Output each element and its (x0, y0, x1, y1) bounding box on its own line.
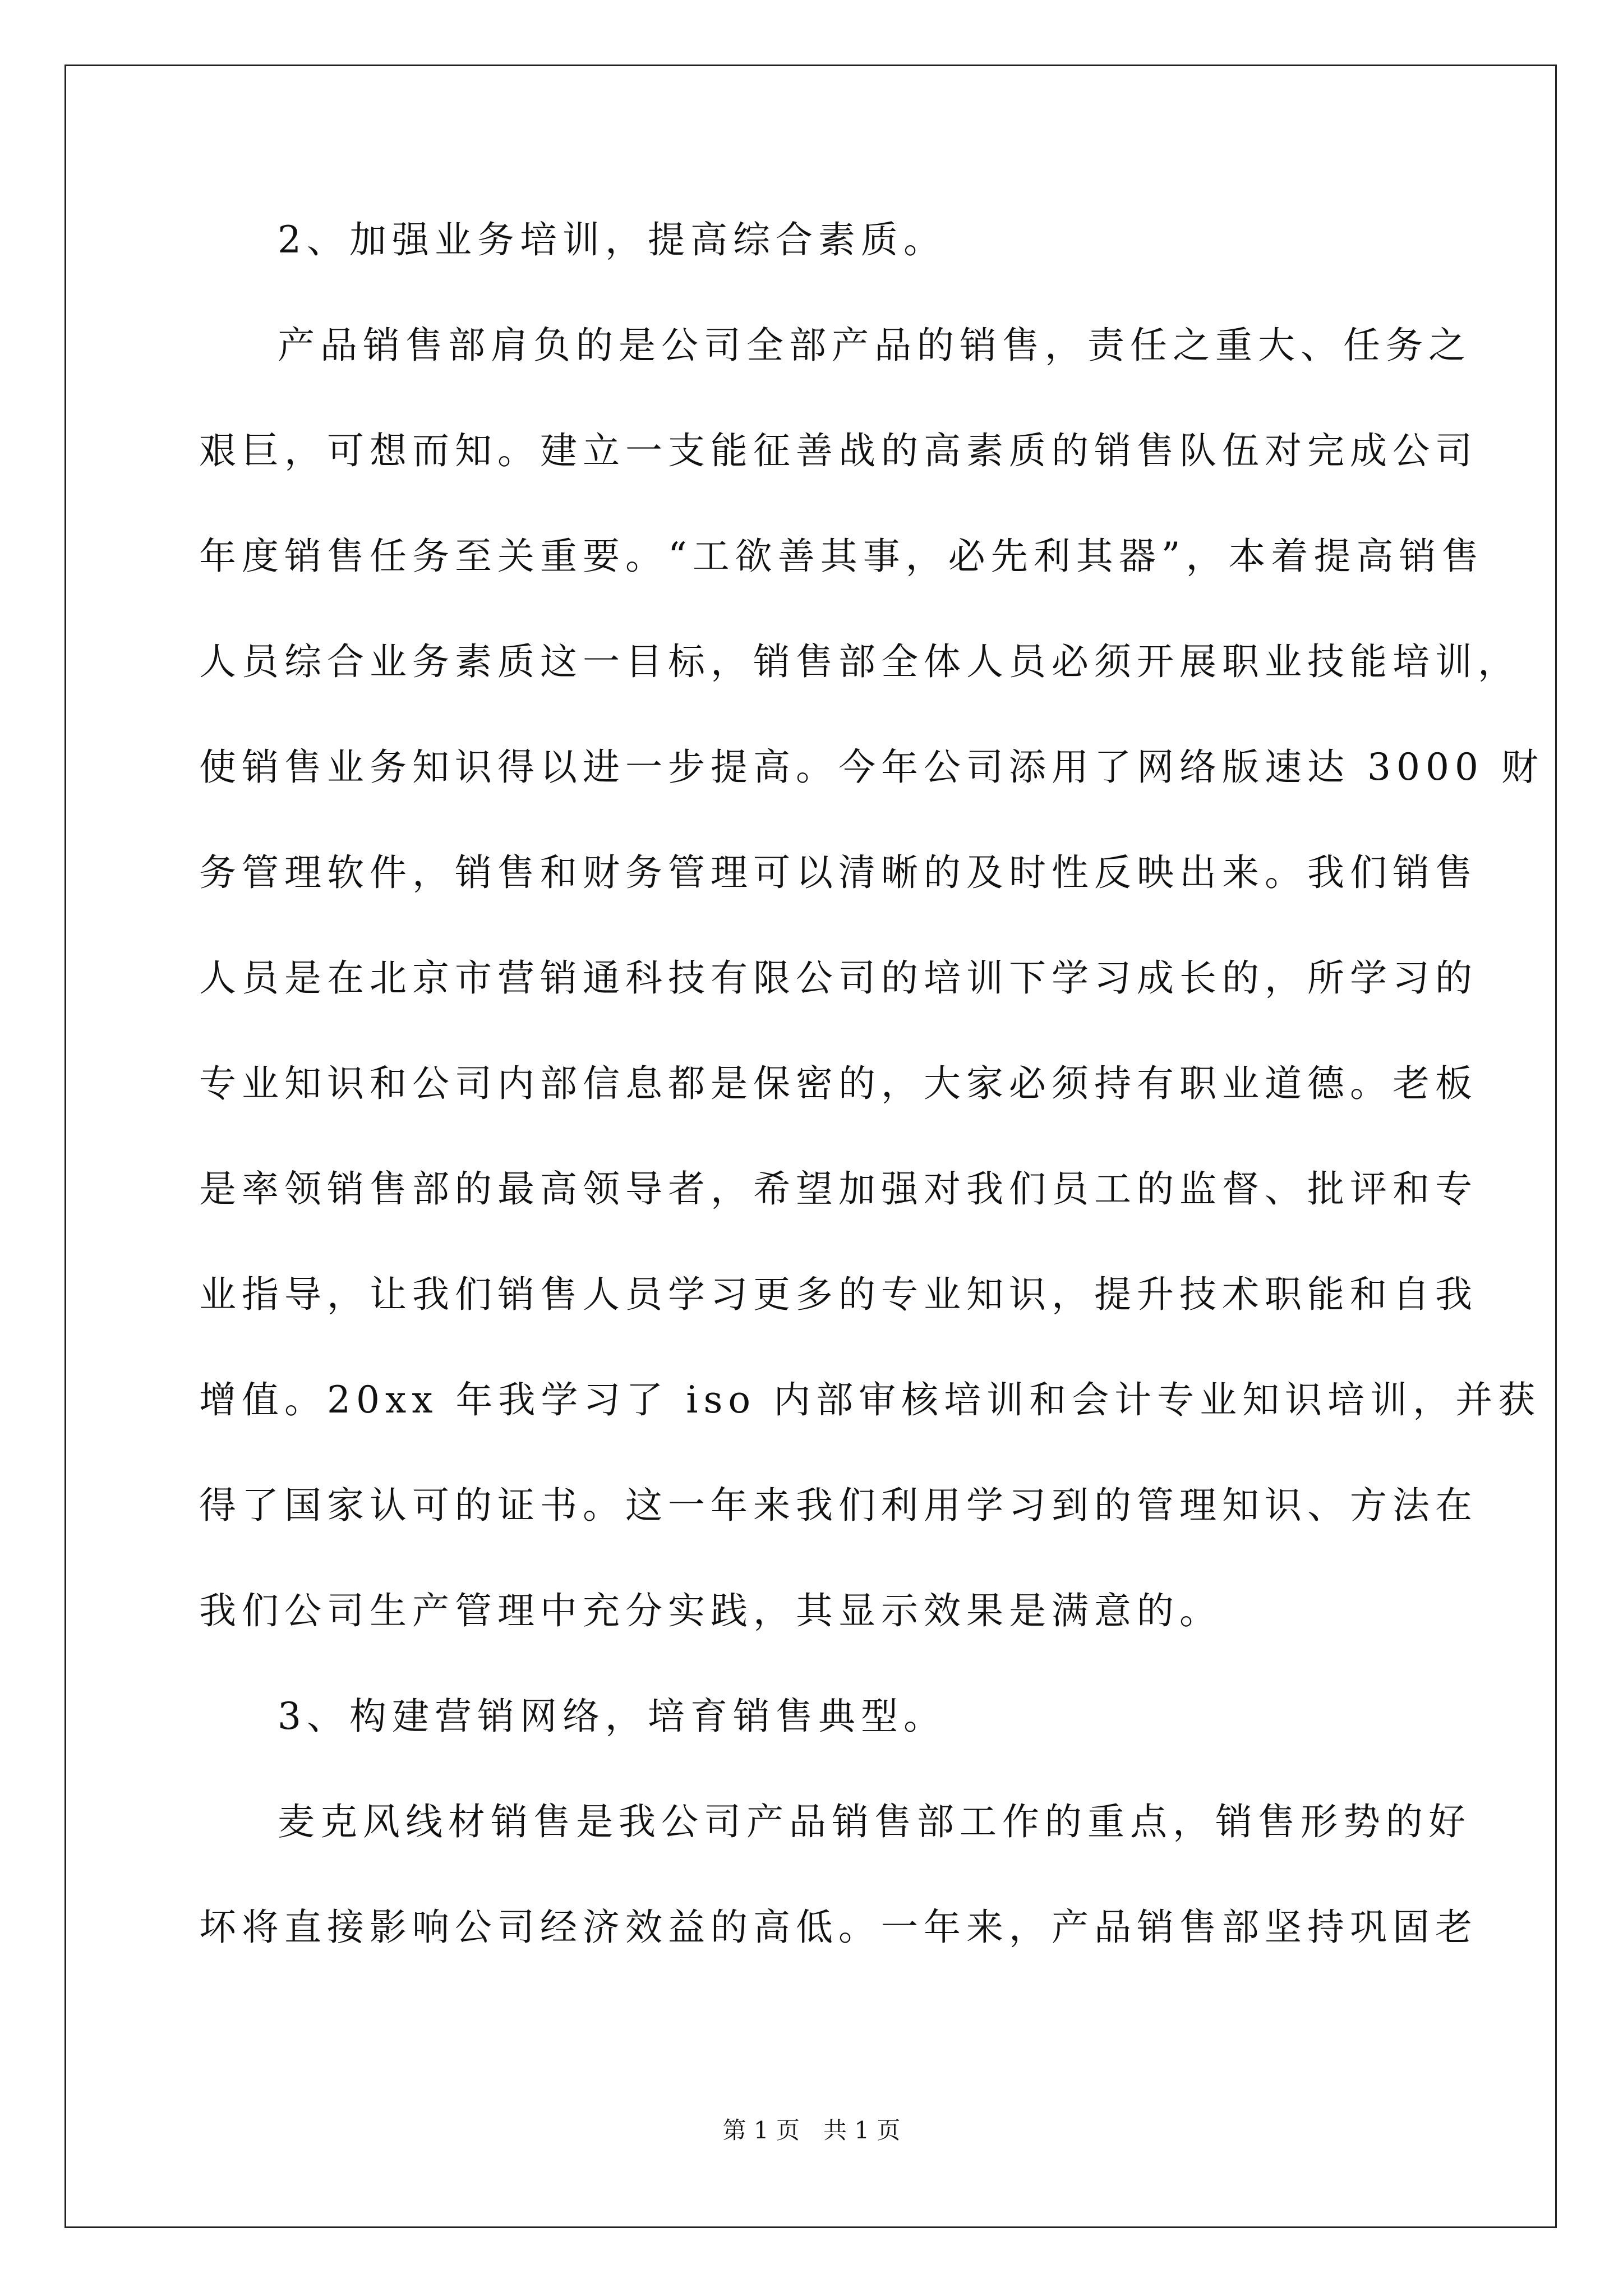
paragraph-line: 是率领销售部的最高领导者，希望加强对我们员工的监督、批评和专 (199, 1167, 1478, 1211)
page-border (64, 65, 1557, 2228)
paragraph-line: 人员综合业务素质这一目标，销售部全体人员必须开展职业技能培训， (199, 640, 1520, 683)
paragraph-line: 年度销售任务至关重要。“工欲善其事，必先利其器”，本着提高销售 (199, 535, 1484, 578)
paragraph-line: 增值。20xx 年我学习了 iso 内部审核培训和会计专业知识培训，并获 (199, 1378, 1541, 1421)
paragraph-line: 我们公司生产管理中充分实践，其显示效果是满意的。 (199, 1589, 1222, 1632)
page-footer: 第 1 页 共 1 页 (722, 2116, 901, 2144)
paragraph-line: 麦克风线材销售是我公司产品销售部工作的重点，销售形势的好 (278, 1800, 1471, 1843)
paragraph-line: 专业知识和公司内部信息都是保密的，大家必须持有职业道德。老板 (199, 1062, 1478, 1105)
paragraph-line: 产品销售部肩负的是公司全部产品的销售，责任之重大、任务之 (278, 324, 1471, 367)
section-heading-2: 2、加强业务培训，提高综合素质。 (278, 218, 946, 261)
paragraph-line: 使销售业务知识得以进一步提高。今年公司添用了网络版速达 3000 财 (199, 746, 1544, 789)
paragraph-line: 坏将直接影响公司经济效益的高低。一年来，产品销售部坚持巩固老 (199, 1906, 1478, 1949)
paragraph-line: 得了国家认可的证书。这一年来我们利用学习到的管理知识、方法在 (199, 1484, 1478, 1527)
paragraph-line: 艰巨，可想而知。建立一支能征善战的高素质的销售队伍对完成公司 (199, 429, 1478, 472)
paragraph-line: 人员是在北京市营销通科技有限公司的培训下学习成长的，所学习的 (199, 956, 1478, 1000)
paragraph-line: 务管理软件，销售和财务管理可以清晰的及时性反映出来。我们销售 (199, 851, 1478, 894)
paragraph-line: 业指导，让我们销售人员学习更多的专业知识，提升技术职能和自我 (199, 1273, 1478, 1316)
section-heading-3: 3、构建营销网络，培育销售典型。 (278, 1695, 946, 1738)
